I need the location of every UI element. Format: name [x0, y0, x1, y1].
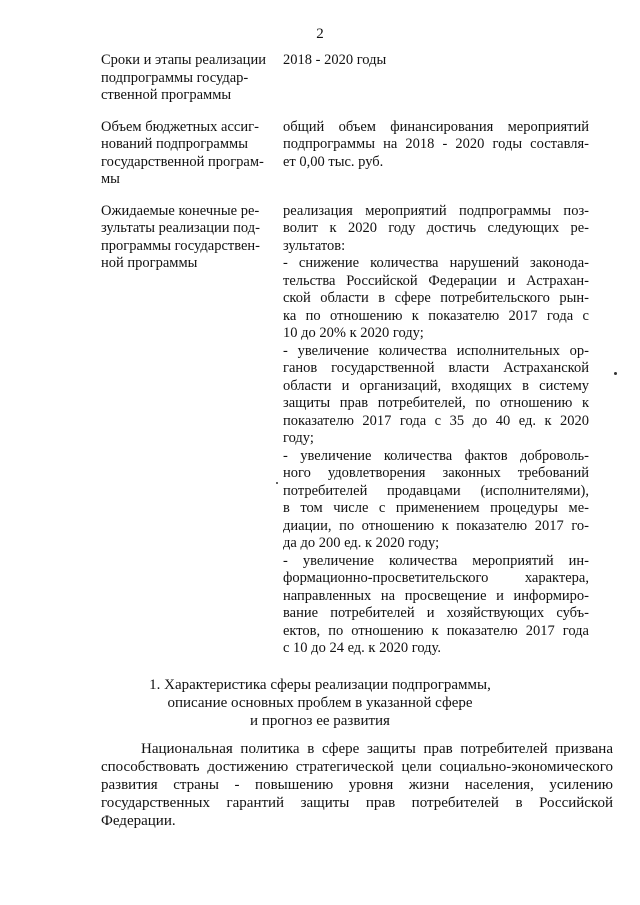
passport-label-results [101, 203, 283, 658]
value-line: защиты прав потребителей, по отношению к [283, 395, 589, 411]
page-number: 2 [316, 26, 324, 42]
value-line: показателю 2017 года с 35 до 40 ед. к 2020 [283, 412, 589, 429]
value-line: в том числе с применением процедуры ме- [283, 500, 589, 516]
value-line: потребителей продавцами (исполнителями), [283, 482, 589, 499]
value-line: зультатов: [283, 237, 346, 254]
label-line: ственной программы [101, 87, 232, 103]
value-line: - увеличение количества исполнительных ор- [283, 342, 589, 359]
value-line: реализация мероприятий подпрограммы поз- [283, 202, 589, 219]
value-line: вание потребителей и хозяйствующих субъ- [283, 605, 589, 621]
paragraph-line: государственных гарантий защиты прав потребителей в Российской [101, 795, 613, 811]
value-line: - увеличение количества мероприятий ин- [283, 552, 589, 569]
value-line: - снижение количества нарушений законода- [283, 255, 589, 271]
paragraph-line: Федерации. [101, 813, 176, 829]
passport-row-results [101, 203, 589, 658]
value-line: ного удовлетворения законных требований [283, 465, 589, 481]
passport-label-budget [101, 119, 283, 189]
passport-value-timing [283, 52, 589, 105]
value-line: да до 200 ед. к 2020 году; [283, 535, 440, 551]
value-line: области и организаций, входящих в систему [283, 377, 589, 394]
label-line: государственной програм- [101, 153, 264, 170]
label-line: нований подпрограммы [101, 136, 248, 152]
passport-value-budget [283, 119, 589, 189]
paragraph-line: способствовать достижению стратегической цели социально-экономического [101, 759, 613, 775]
label-line: Объем бюджетных ассиг- [101, 118, 259, 135]
label-line: Ожидаемые конечные ре- [101, 202, 260, 219]
value-line: 2018 - 2020 годы [283, 52, 387, 68]
label-line: подпрограммы государ- [101, 69, 249, 86]
label-line: мы [101, 171, 120, 187]
value-line: 10 до 20% к 2020 году; [283, 325, 424, 341]
scan-speck [276, 482, 278, 484]
value-line: - увеличение количества фактов доброволь- [283, 447, 589, 464]
scan-speck [614, 372, 617, 375]
label-line: Сроки и этапы реализации [101, 52, 266, 68]
value-line: ганов государственной власти Астраханской [283, 360, 589, 376]
subprogram-passport-table [101, 52, 589, 672]
paragraph-line: развития страны - повышению уровня жизни населения, усилению [101, 777, 613, 793]
value-line: ектов, по отношению к показателю 2017 года [283, 622, 589, 639]
passport-row-budget [101, 119, 589, 189]
heading-line: 1. Характеристика сферы реализации подпрограммы, [149, 677, 491, 693]
value-line: ка по отношению к показателю 2017 года с [283, 307, 589, 324]
paragraph-line: Национальная политика в сфере защиты прав потребителей призвана [141, 741, 613, 757]
value-line: с 10 до 24 ед. к 2020 году. [283, 640, 441, 656]
label-line: ной программы [101, 255, 198, 271]
value-line: направленных на просвещение и информиро- [283, 587, 589, 604]
label-line: зультаты реализации под- [101, 220, 260, 236]
value-line: ет 0,00 тыс. руб. [283, 153, 384, 170]
passport-value-results [283, 203, 589, 658]
value-line: общий объем финансирования мероприятий [283, 118, 589, 135]
value-line: диации, по отношению к показателю 2017 го- [283, 517, 589, 534]
value-line: подпрограммы на 2018 - 2020 годы составля- [283, 136, 589, 152]
value-line: волит к 2020 году достичь следующих ре- [283, 220, 589, 236]
value-line: тельства Российской Федерации и Астрахан- [283, 272, 589, 289]
body-paragraph [101, 740, 613, 830]
value-line: ской области в сфере потребительского рын- [283, 290, 589, 306]
heading-line: описание основных проблем в указанной сфере [167, 695, 473, 711]
passport-row-timing [101, 52, 589, 105]
label-line: программы государствен- [101, 237, 261, 254]
passport-label-timing [101, 52, 283, 105]
value-line: формационно-просветительского характера, [283, 570, 589, 586]
value-line: году; [283, 430, 314, 446]
section-heading [0, 676, 640, 730]
heading-line: и прогноз ее развития [250, 713, 390, 729]
